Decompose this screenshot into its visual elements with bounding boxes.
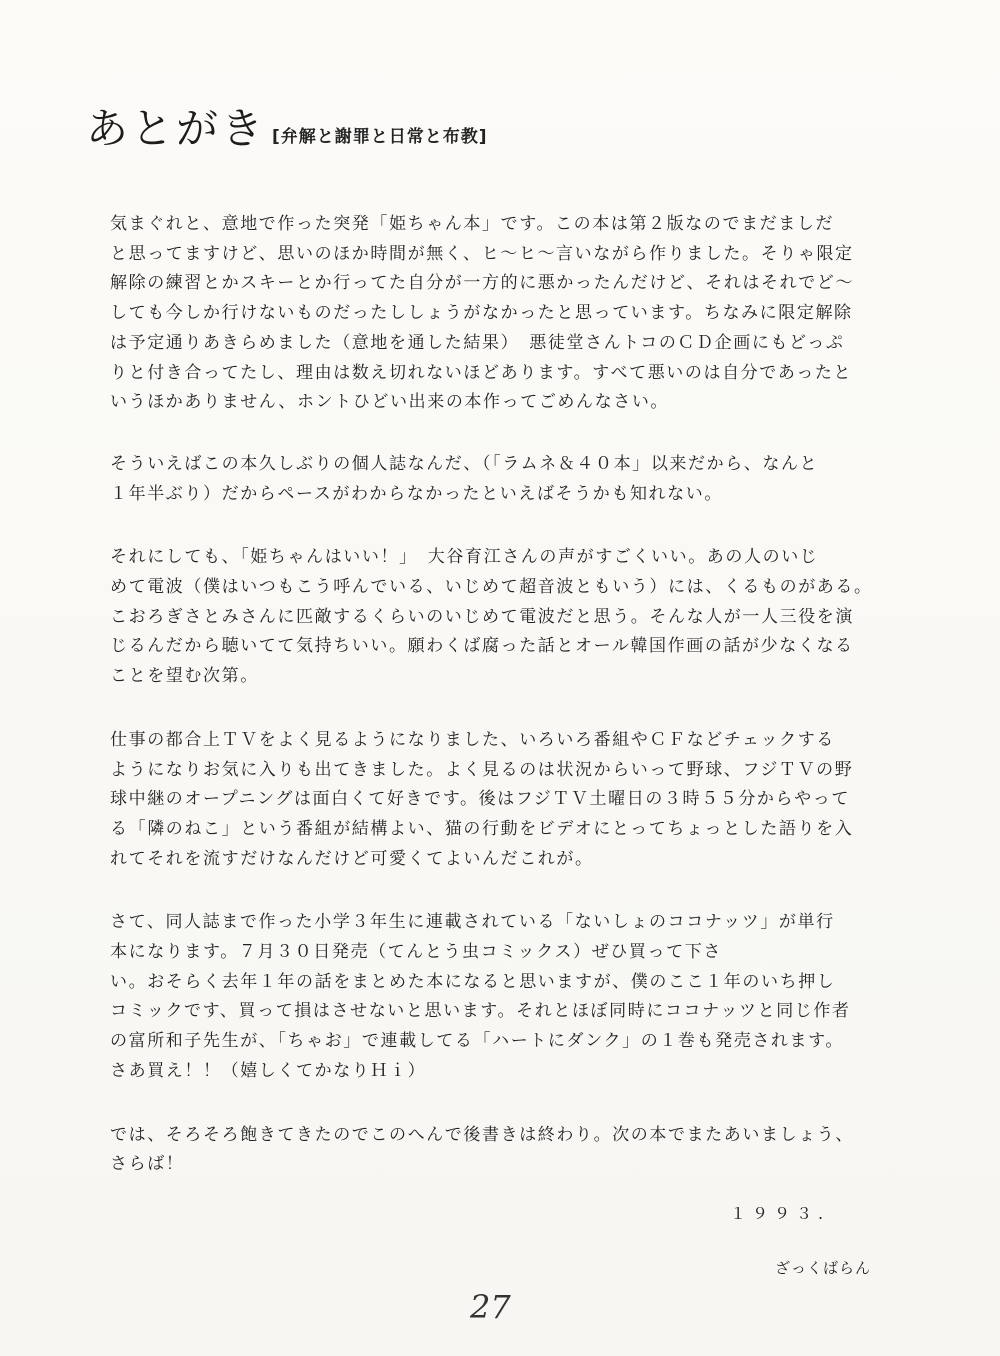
- text-line: と思ってますけど、思いのほか時間が無く、ヒ〜ヒ〜言いながら作りました。そりゃ限定: [110, 243, 854, 264]
- text-line: めて電波（僕はいつもこう呼んでいる、いじめて超音波ともいう）には、くるものがある。: [110, 577, 873, 598]
- paragraph-1: [110, 210, 870, 418]
- text-line: しても今しか行けないものだったししょうがなかったと思っています。ちなみに限定解除: [110, 303, 853, 324]
- text-line: は予定通りあきらめました（意地を通した結果） 悪徒堂さんトコのＣＤ企画にもどっぷ: [110, 332, 845, 353]
- page-subtitle: [弁解と謝罪と日常と布教]: [272, 127, 488, 147]
- author-signature: ざっくばらん: [775, 1259, 872, 1277]
- text-line: １年半ぶり）だからペースがわからなかったといえばそうかも知れない。: [110, 483, 723, 504]
- text-line: そういえばこの本久しぶりの個人誌なんだ、（「ラムネ＆４０本」以来だから、なんと: [110, 453, 819, 474]
- text-line: い。おそらく去年１年の話をまとめた本になると思いますが、僕のここ１年のいち押し: [110, 971, 836, 992]
- text-line: 気まぐれと、意地で作った突発「姫ちゃん本」です。この本は第２版なのでまだましだ: [110, 214, 835, 234]
- text-line: いうほかありません、ホントひどい出来の本作ってごめんなさい。: [110, 392, 670, 413]
- afterword-body: [110, 210, 873, 1214]
- paragraph-5: [110, 908, 870, 1086]
- afterword-heading: [86, 104, 488, 153]
- page-title: あとがき: [86, 104, 267, 153]
- text-line: じるんだから聴いてて気持ちいい。願わくば腐った話とオール韓国作画の話が少なくなる: [110, 636, 854, 657]
- text-line: こおろぎさとみさんに匹敵するくらいのいじめて電波だと思う。そんな人が一人三役を演: [110, 606, 854, 627]
- text-line: る「隣のねこ」という番組が結構よい、猫の行動をビデオにとってちょっとした語りを入: [110, 818, 854, 839]
- text-line: ようになりお気に入りも出てきました。よく見るのは状況からいって野球、フジＴＶの野: [110, 759, 854, 780]
- text-line: さて、同人誌まで作った小学３年生に連載されている「ないしょのココナッツ」が単行: [110, 912, 835, 933]
- paragraph-4: [110, 726, 870, 875]
- text-line: 解除の練習とかスキーとか行ってた自分が一方的に悪かったんだけど、それはそれでど〜: [110, 273, 854, 294]
- text-line: さあ買え！！（嬉しくてかなりＨｉ）: [110, 1060, 427, 1081]
- text-line: 球中継のオープニングは面白くて好きです。後はフジＴＶ土曜日の３時５５分からやって: [110, 789, 850, 810]
- text-line: それにしても、「姫ちゃんはいい！」 大谷育江さんの声がすごくいい。あの人のいじ: [110, 547, 819, 568]
- text-line: さらば！: [110, 1154, 185, 1175]
- text-line: の富所和子先生が、「ちゃお」で連載してる「ハートにダンク」の１巻も発売されます。: [110, 1031, 844, 1052]
- text-line: りと付き合ってたし、理由は数え切れないほどあります。すべて悪いのは自分であったと: [110, 362, 853, 383]
- page-number: 27: [470, 1288, 511, 1326]
- text-line: 仕事の都合上ＴＶをよく見るようになりました、いろいろ番組やＣＦなどチェックする: [110, 729, 835, 750]
- paragraph-3: [110, 543, 873, 692]
- text-line: 本になります。７月３０日発売（てんとう虫コミックス）ぜひ買って下さ: [110, 942, 722, 963]
- text-line: コミックです、買って損はさせないと思います。それとほぼ同時にココナッツと同じ作者: [110, 1001, 851, 1022]
- paragraph-2: [110, 450, 870, 509]
- text-line: では、そろそろ飽きてきたのでこのへんで後書きは終わり。次の本でまたあいましょう、: [110, 1124, 854, 1145]
- text-line: れてそれを流すだけなんだけど可愛くてよいんだこれが。: [110, 848, 594, 869]
- paragraph-6: [110, 1121, 870, 1180]
- date-line: １９９３.: [730, 1204, 830, 1223]
- text-line: ことを望む次第。: [110, 666, 259, 687]
